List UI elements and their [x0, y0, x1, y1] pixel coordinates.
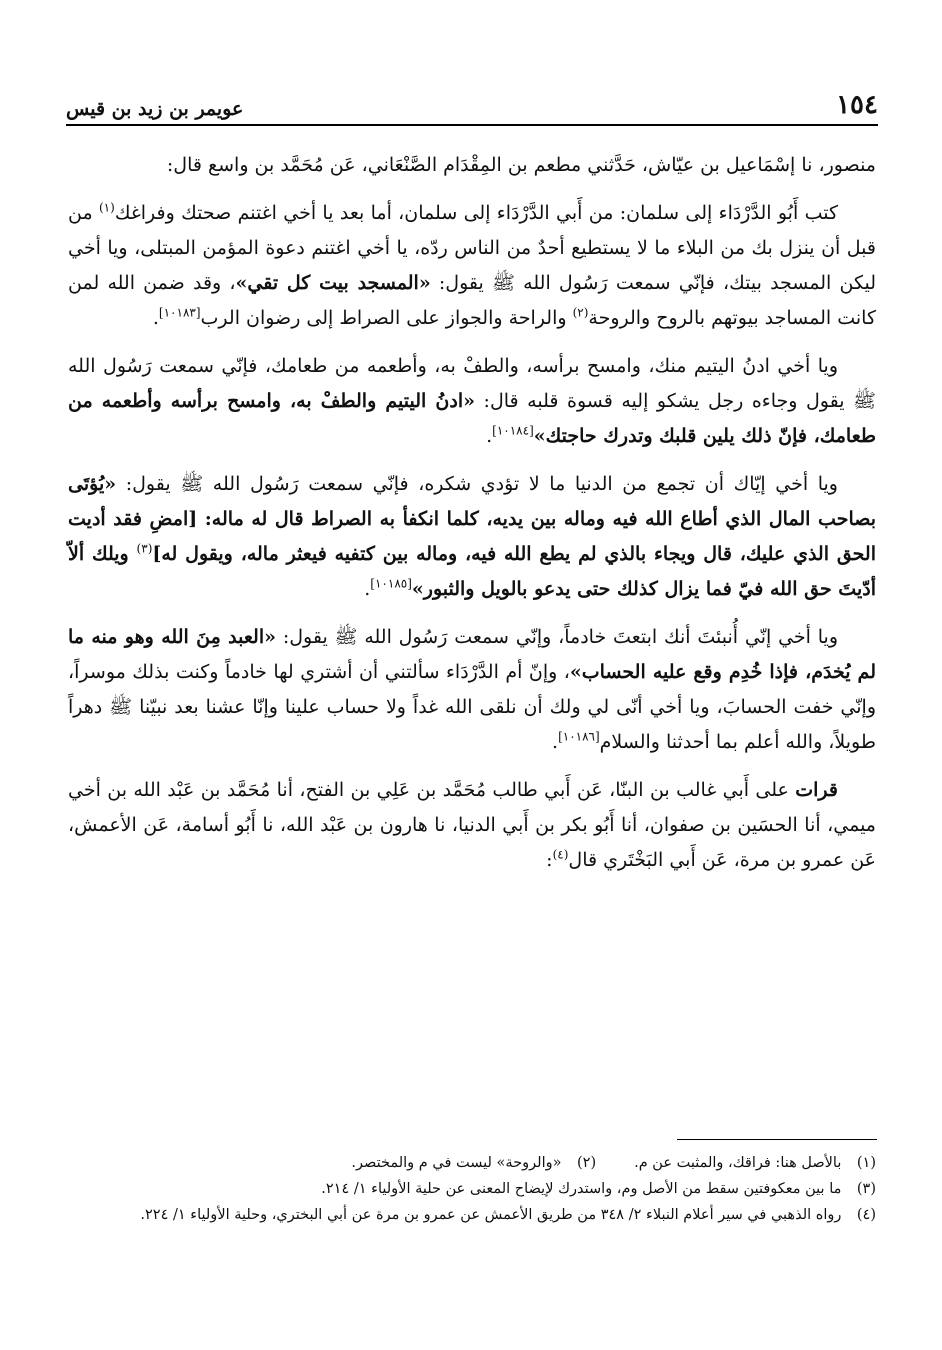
footnote-row — [68, 1150, 876, 1176]
hadith-quote: «المسجد بيت كل تقي» — [235, 272, 431, 294]
footnote-rule — [677, 1139, 877, 1140]
text-run: ، وإنّ أم الدَّرْدَاء سألتني أن أشتري لها خادماً وكنت بذلك موسراً، وإنّي خفت الحسابَ، ويا أخي أنّى لي ولك أن نلقى الله غداً ولا حساب علينا وإنّا عشنا بعد نبيّنا ﷺ دهراً طويلاً، والله أعلم بما أحدثنا والسلام — [68, 661, 876, 753]
reference-mark: [١٠١٨٥] — [370, 576, 412, 591]
text-run: ، وقد ضمن الله لمن كانت المساجد بيوتهم بالروح والروحة — [68, 272, 876, 329]
reference-mark: (٣) — [136, 541, 153, 556]
paragraph — [68, 773, 876, 878]
text-run: ويا أخي إيّاك أن تجمع من الدنيا ما لا تؤدي شكره، فإنّي سمعت رَسُول الله ﷺ يقول: — [116, 473, 838, 495]
footnote-4 — [68, 1202, 876, 1228]
footnote-text: ما بين معكوفتين سقط من الأصل وم، واستدرك لإيضاح المعنى عن حلية الأولياء ١/ ٢١٤. — [321, 1181, 842, 1197]
hadith-quote: «العبد مِنَ الله وهو منه ما لم يُخدَم، فإذا خُدِم وقع عليه الحساب» — [68, 626, 876, 683]
footnote-number: (١) — [856, 1155, 876, 1171]
text-run: على أَبي غالب بن البنّا، عَن أَبي طالب مُحَمَّد بن عَلِي بن الفتح، أنا مُحَمَّد بن عَبْد الله بن أخي ميمي، أنا الحسَين بن صفوان، أنا أَبُو بكر بن أَبي الدنيا، نا هارون بن عَبْد الله، نا أَبُو أسامة، عَن الأعمش، عَن عمرو بن مرة، عَن أَبي البَخْتَري قال — [68, 779, 876, 871]
text-run: ويا أخي إنّي أُنبئتَ أنك ابتعتَ خادماً، وإنّي سمعت رَسُول الله ﷺ يقول: — [276, 626, 838, 648]
text-run: كتب أَبُو الدَّرْدَاء إلى سلمان: من أَبي الدَّرْدَاء إلى سلمان، أما بعد يا أخي اغتنم صحتك وفراغك — [114, 202, 838, 224]
main-text — [68, 148, 876, 891]
footnote-number: (٤) — [856, 1207, 876, 1223]
footnotes — [68, 1150, 876, 1228]
text-run: . — [552, 731, 559, 753]
header-rule — [66, 124, 878, 126]
text-run: : — [546, 849, 553, 871]
reference-mark: [١٠١٨٤] — [492, 423, 534, 438]
footnote-1 — [634, 1150, 876, 1176]
text-run: من قبل أن ينزل بك من البلاء ما لا يستطيع أحدٌ من الناس ردّه، يا أخي اغتنم دعوة المؤمن المبتلى، ويا أخي ليكن المسجد بيتك، فإنّي سمعت رَسُول الله ﷺ يقول: — [68, 202, 876, 294]
page-number: ١٥٤ — [836, 90, 878, 120]
text-run: . — [486, 425, 493, 447]
reference-mark: [١٠١٨٣] — [158, 305, 201, 320]
paragraph — [68, 148, 876, 183]
footnote-text: «والروحة» ليست في م والمختصر. — [351, 1155, 562, 1171]
reference-mark: (٤) — [552, 847, 569, 862]
running-title: عويمر بن زيد بن قيس — [66, 98, 244, 120]
hadith-quote: ويلك ألاّ أدّيتَ حق الله فيّ فما يزال كذلك حتى يدعو بالويل والثبور» — [68, 543, 876, 600]
text-run: منصور، نا إسْمَاعيل بن عيّاش، حَدَّثني مطعم بن المِقْدَام الصَّنْعَاني، عَن مُحَمَّد بن واسع قال: — [166, 154, 876, 176]
paragraph — [68, 196, 876, 336]
hadith-quote: «ادنُ اليتيم والطفْ به، وامسح برأسه وأطعمه من طعامك، فإنّ ذلك يلين قلبك وتدرك حاجتك» — [68, 390, 876, 447]
footnote-3 — [68, 1176, 876, 1202]
hadith-quote: «يُؤتَى بصاحب المال الذي أطاع الله فيه وماله بين يديه، كلما انكفأ به الصراط قال له ماله: [امضِ فقد أديت الحق الذي عليك، قال ويجاء بالذي لم يطع الله فيه، وماله بين كتفيه فيعثر ماله، ويقول له] — [68, 473, 876, 565]
reference-mark: [١٠١٨٦] — [558, 729, 600, 744]
page-header — [66, 86, 878, 120]
text-run: والراحة والجواز على الصراط إلى رضوان الرب — [200, 307, 573, 329]
footnote-text: رواه الذهبي في سير أعلام النبلاء ٢/ ٣٤٨ من طريق الأعمش عن عمرو بن مرة عن أبي البختري، وحلية الأولياء ١/ ٢٢٤. — [140, 1207, 842, 1223]
text-run: ويا أخي ادنُ اليتيم منك، وامسح برأسه، والطفْ به، وأطعمه من طعامك، فإنّي سمعت رَسُول الله ﷺ يقول وجاءه رجل يشكو إليه قسوة قلبه قال: — [68, 355, 876, 412]
text-run: . — [364, 578, 371, 600]
reference-mark: (٢) — [572, 305, 589, 320]
reference-mark: (١) — [98, 200, 115, 215]
text-run: . — [152, 307, 159, 329]
paragraph — [68, 620, 876, 760]
footnote-text: بالأصل هنا: فراقك، والمثبت عن م. — [634, 1155, 842, 1171]
footnote-number: (٣) — [856, 1181, 876, 1197]
paragraph — [68, 467, 876, 607]
paragraph — [68, 349, 876, 454]
hadith-quote: قرات — [795, 779, 838, 801]
footnote-number: (٢) — [576, 1155, 597, 1171]
footnote-2 — [351, 1150, 596, 1176]
